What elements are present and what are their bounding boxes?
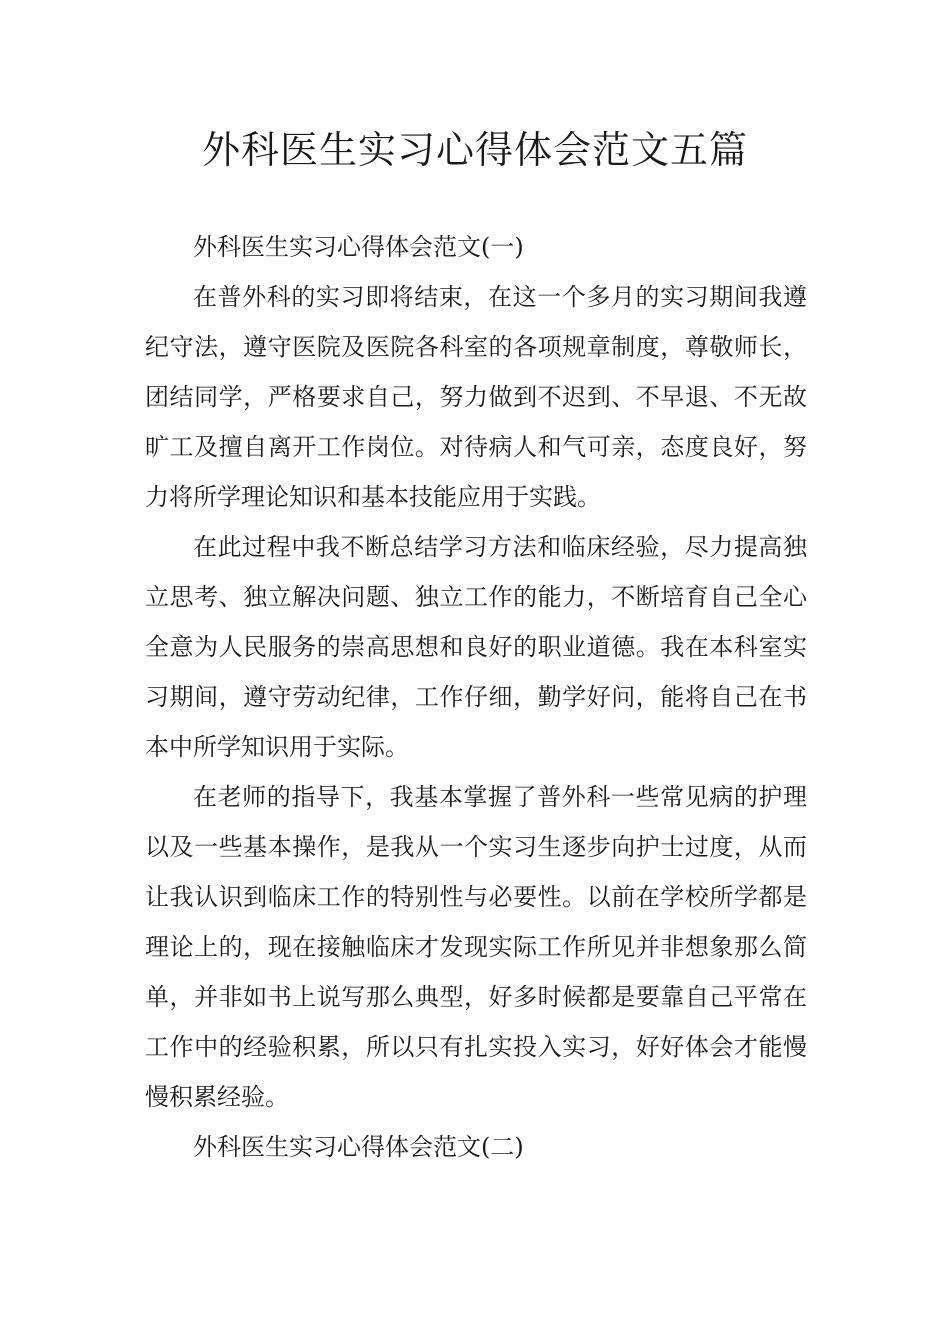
paragraph-1: 在普外科的实习即将结束，在这一个多月的实习期间我遵纪守法，遵守医院及医院各科室的各项规章制度，尊敬师长，团结同学，严格要求自己，努力做到不迟到、不早退、不无故旷工及擅自离开工作岗位。对待病人和气可亲，态度良好，努力将所学理论知识和基本技能应用于实践。 bbox=[145, 283, 807, 511]
paragraph-3: 在老师的指导下，我基本掌握了普外科一些常见病的护理以及一些基本操作，是我从一个实习生逐步向护士过度，从而让我认识到临床工作的特别性与必要性。以前在学校所学都是理论上的，现在接触临床才发现实际工作所见并非想象那么简单，并非如书上说写那么典型，好多时候都是要靠自己平常在工作中的经验积累，所以只有扎实投入实习，好好体会才能慢慢积累经验。 bbox=[145, 783, 807, 1111]
paragraph-2: 在此过程中我不断总结学习方法和临床经验，尽力提高独立思考、独立解决问题、独立工作的能力，不断培育自己全心全意为人民服务的崇高思想和良好的职业道德。我在本科室实习期间，遵守劳动纪律，工作仔细，勤学好问，能将自己在书本中所学知识用于实际。 bbox=[145, 533, 807, 761]
section-heading-2: 外科医生实习心得体会范文(二) bbox=[193, 1133, 524, 1161]
document-body bbox=[145, 222, 807, 1172]
document-title: 外科医生实习心得体会范文五篇 bbox=[201, 128, 748, 172]
section-heading-1: 外科医生实习心得体会范文(一) bbox=[193, 233, 524, 261]
